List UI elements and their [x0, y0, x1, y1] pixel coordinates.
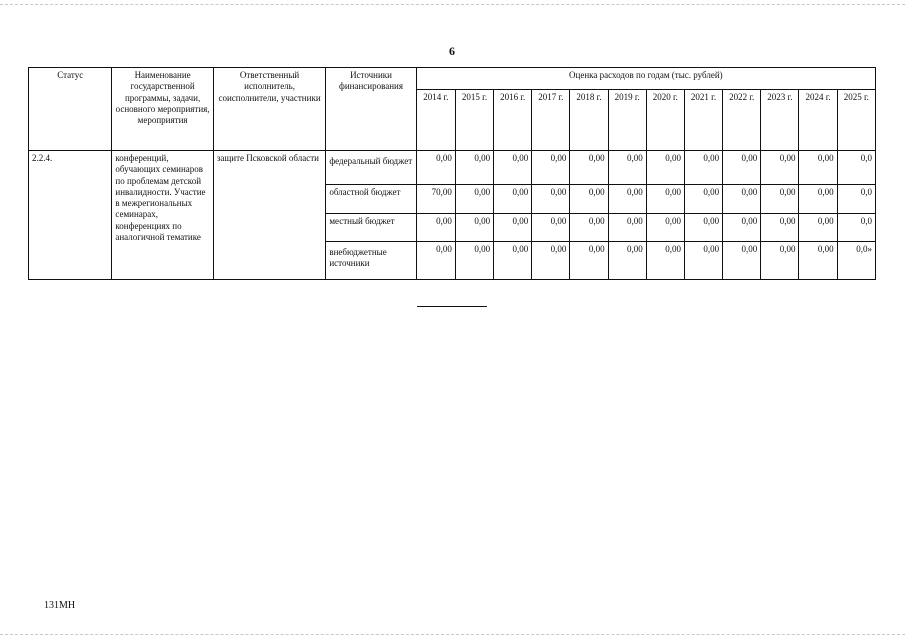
value-cell: 0,00 [455, 214, 493, 242]
scan-edge-bottom [0, 634, 905, 635]
header-row-top [29, 68, 876, 90]
header-sources: Источники финансирования [326, 68, 416, 151]
source-cell: федеральный бюджет [326, 151, 416, 185]
value-cell: 0,0» [837, 242, 875, 280]
value-cell: 0,00 [646, 242, 684, 280]
year-header: 2019 г. [608, 90, 646, 151]
scan-edge-top [0, 4, 905, 5]
value-cell: 0,00 [761, 214, 799, 242]
year-header: 2022 г. [723, 90, 761, 151]
year-header: 2017 г. [532, 90, 570, 151]
value-cell: 0,00 [494, 151, 532, 185]
year-header: 2015 г. [455, 90, 493, 151]
value-cell: 0,00 [532, 242, 570, 280]
activity-name-cell: конференций, обучающих семинаров по проблемам детской инвалидности. Участие в межрегиональных семинарах, конференциях по аналогичной тематике [112, 151, 213, 280]
value-cell: 0,00 [723, 214, 761, 242]
source-cell: областной бюджет [326, 185, 416, 214]
value-cell: 0,00 [684, 214, 722, 242]
value-cell: 0,00 [416, 151, 455, 185]
value-cell: 0,00 [455, 151, 493, 185]
expenditure-table [28, 67, 876, 280]
value-cell: 0,00 [494, 242, 532, 280]
header-costs: Оценка расходов по годам (тыс. рублей) [416, 68, 875, 90]
value-cell: 0,00 [723, 185, 761, 214]
value-cell: 0,00 [761, 185, 799, 214]
year-header: 2021 г. [684, 90, 722, 151]
value-cell: 0,00 [455, 185, 493, 214]
year-header: 2023 г. [761, 90, 799, 151]
page-number: 6 [449, 44, 455, 58]
value-cell: 0,00 [799, 214, 837, 242]
value-cell: 0,00 [646, 214, 684, 242]
responsible-cell: защите Псковской области [213, 151, 326, 280]
value-cell: 0,00 [684, 151, 722, 185]
status-cell: 2.2.4. [29, 151, 112, 280]
value-cell: 0,00 [608, 242, 646, 280]
value-cell: 0,00 [799, 185, 837, 214]
year-header: 2018 г. [570, 90, 608, 151]
value-cell: 0,0 [837, 185, 875, 214]
value-cell: 0,00 [570, 151, 608, 185]
year-header: 2014 г. [416, 90, 455, 151]
header-name: Наименование государственной программы, задачи, основного мероприятия, мероприятия [112, 68, 213, 151]
value-cell: 0,00 [455, 242, 493, 280]
value-cell: 0,00 [570, 214, 608, 242]
value-cell: 0,0 [837, 214, 875, 242]
value-cell: 0,00 [494, 185, 532, 214]
value-cell: 0,00 [799, 242, 837, 280]
value-cell: 0,00 [608, 151, 646, 185]
year-header: 2016 г. [494, 90, 532, 151]
table-row [29, 151, 876, 185]
header-status: Статус [29, 68, 112, 151]
value-cell: 0,00 [684, 185, 722, 214]
value-cell: 0,00 [570, 185, 608, 214]
value-cell: 0,00 [761, 242, 799, 280]
source-cell: внебюджетные источники [326, 242, 416, 280]
year-header: 2025 г. [837, 90, 875, 151]
value-cell: 70,00 [416, 185, 455, 214]
value-cell: 0,00 [723, 242, 761, 280]
value-cell: 0,00 [416, 214, 455, 242]
value-cell: 0,00 [416, 242, 455, 280]
value-cell: 0,00 [532, 151, 570, 185]
value-cell: 0,00 [570, 242, 608, 280]
value-cell: 0,00 [799, 151, 837, 185]
value-cell: 0,00 [608, 214, 646, 242]
value-cell: 0,00 [532, 185, 570, 214]
value-cell: 0,00 [761, 151, 799, 185]
value-cell: 0,00 [608, 185, 646, 214]
header-responsible: Ответственный исполнитель, соисполнители, участники [213, 68, 326, 151]
value-cell: 0,00 [494, 214, 532, 242]
document-code: 131МН [44, 600, 76, 611]
year-header: 2024 г. [799, 90, 837, 151]
value-cell: 0,00 [646, 151, 684, 185]
footer-rule [417, 306, 487, 307]
value-cell: 0,00 [646, 185, 684, 214]
value-cell: 0,00 [532, 214, 570, 242]
year-header: 2020 г. [646, 90, 684, 151]
value-cell: 0,00 [684, 242, 722, 280]
value-cell: 0,0 [837, 151, 875, 185]
source-cell: местный бюджет [326, 214, 416, 242]
value-cell: 0,00 [723, 151, 761, 185]
